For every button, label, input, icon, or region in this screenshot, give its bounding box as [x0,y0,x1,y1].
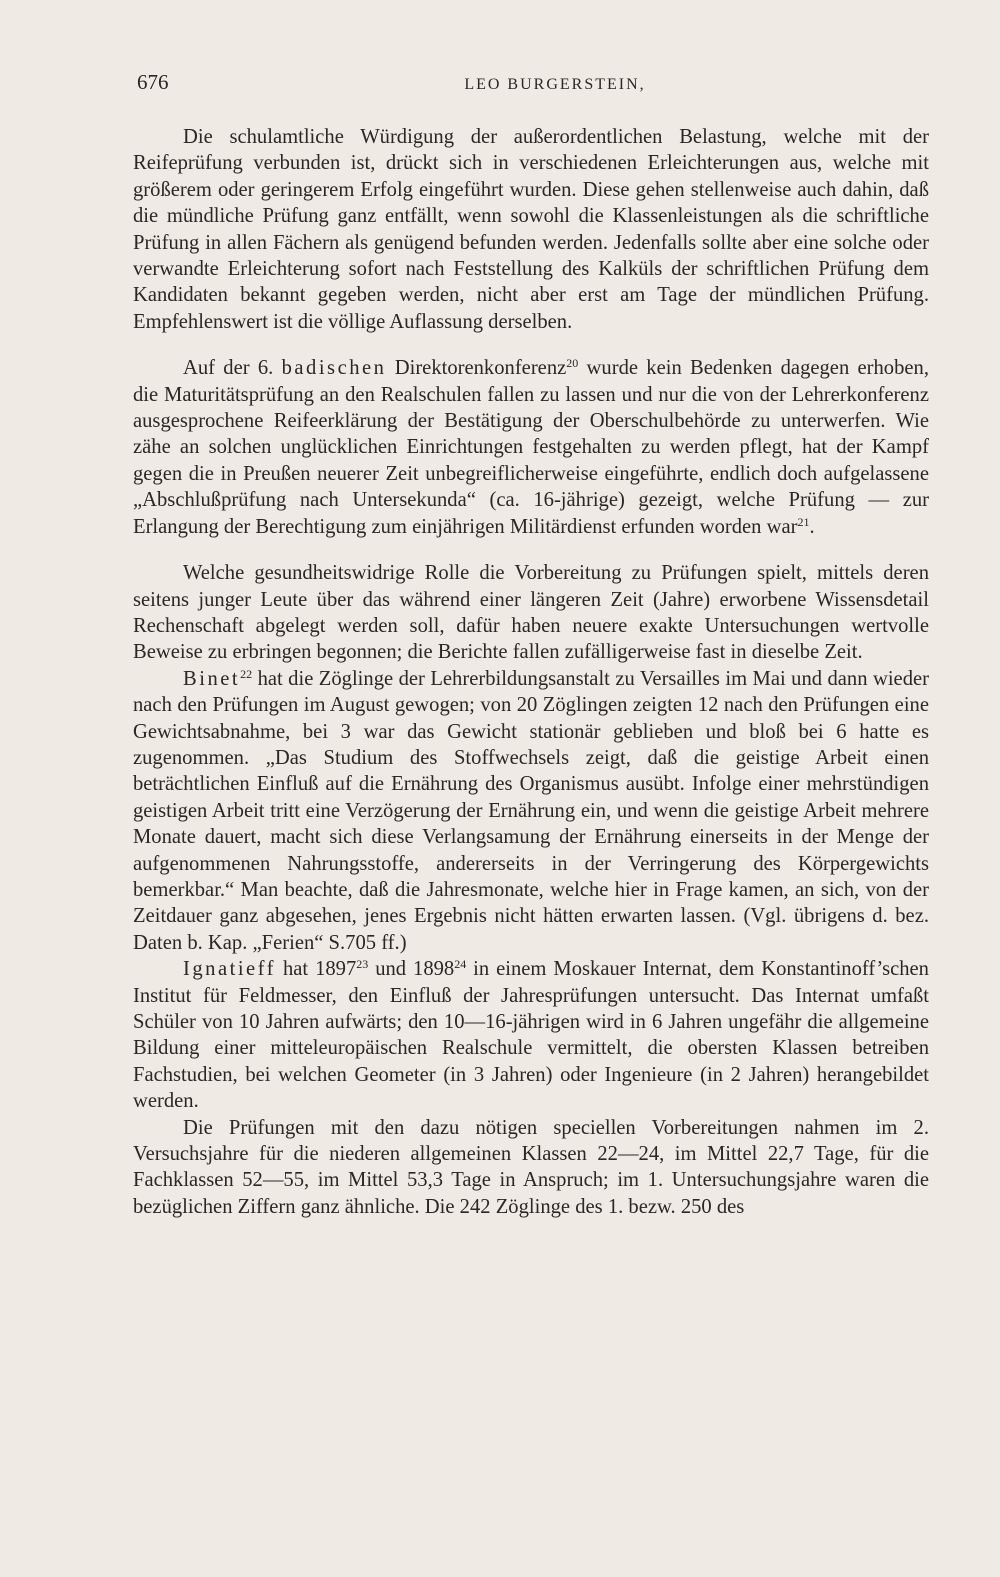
body-text [133,124,929,1220]
footnote-ref-24: 24 [454,957,467,972]
footnote-ref-23: 23 [356,957,369,972]
footnote-ref-21: 21 [797,514,810,529]
name-ignatieff: Ignatieff [183,958,277,981]
page-header [137,70,933,104]
paragraph-6: Die Prüfungen mit den dazu nötigen speciellen Vorbereitungen nahmen im 2. Versuchsjahre für die niederen allgemeinen Klassen 22—24, im Mittel 22,7 Tage, für die Fachklassen 52—55, im Mittel 53,3 Tage in Anspruch; im 1. Untersuchungsjahre waren die bezüglichen Ziffern ganz ähnliche. Die 242 Zöglinge des 1. bezw. 250 des [133,1116,929,1218]
footnote-ref-22: 22 [240,666,253,681]
name-binet: Binet [183,667,241,690]
emphasis-badischen: badischen [281,357,387,380]
page-number: 676 [137,70,169,94]
running-head: LEO BURGERSTEIN, [464,76,646,93]
paragraph-1: Die schulamtliche Würdigung der außerordentlichen Belastung, welche mit der Reifeprüfung verbunden ist, drückt sich in verschiedenen Erleichterungen aus, welche mit größerem oder geringerem Erfolg eingeführt wurden. Diese gehen stellenweise auch dahin, daß die mündliche Prüfung ganz entfällt, wenn sowohl die Klassenleistungen als die schriftliche Prüfung in allen Fächern als genügend befunden werden. Jedenfalls sollte aber eine solche oder verwandte Erleichterung sofort nach Feststellung des Kalküls der schriftlichen Prüfung dem Kandidaten bekannt gegeben werden, nicht aber erst am Tage der mündlichen Prüfung. Empfehlenswert ist die völlige Auflassung derselben. [133,126,929,333]
paragraph-2: Auf der 6. badischen Direktorenkonferenz$^{20}$ wurde kein Bedenken dagegen erhoben, die Maturitätsprüfung an den Realschulen fallen zu lassen und nur die von der Lehrerkonferenz ausgesprochene Reifeerklärung der Bestätigung der Oberschulbehörde zu unterwerfen. Wie zähe an solchen unglücklichen Einrichtungen festgehalten zu werden pflegt, hat der Kampf gegen die in Preußen neuerer Zeit unbegreiflicherweise eingeführte, endlich doch aufgelassene „Abschlußprüfung nach Untersekunda“ (ca. 16-jährige) gezeigt, welche Prüfung — zur Erlangung der Berechtigung zum einjährigen Militärdienst erfunden worden war$^{21}$. [133,356,929,538]
footnote-ref-20: 20 [566,356,579,371]
paragraph-3: Welche gesundheitswidrige Rolle die Vorbereitung zu Prüfungen spielt, mittels deren seitens junger Leute über das während einer längeren Zeit (Jahre) erworbene Wissensdetail Rechenschaft abgelegt werden soll, dafür haben neuere exakte Untersuchungen wertvolle Beweise zu erbringen begonnen; die Berichte fallen zufälligerweise fast in dieselbe Zeit. [133,562,929,664]
paragraph-5: Ignatieff hat 1897$^{23}$ und 1898$^{24}$ in einem Moskauer Internat, dem Konstantinoff’schen Institut für Feldmesser, den Einfluß der Jahresprüfungen untersucht. Das Internat umfaßt Schüler von 10 Jahren aufwärts; den 10—16-jährigen wird in 6 Jahren ungefähr die allgemeine Bildung einer mitteleuropäischen Realschule vermittelt, die obersten Klassen betreiben Fachstudien, bei welchen Geometer (in 3 Jahren) oder Ingenieure (in 2 Jahren) herangebildet werden. [133,957,929,1113]
paragraph-4: Binet$^{22}$ hat die Zöglinge der Lehrerbildungsanstalt zu Versailles im Mai und dann wieder nach den Prüfungen im August gewogen; von 20 Zöglingen zeigten 12 nach den Prüfungen eine Gewichtsabnahme, bei 3 war das Gewicht stationär geblieben und bloß bei 6 hatte es zugenommen. „Das Studium des Stoffwechsels zeigt, daß die geistige Arbeit einen beträchtlichen Einfluß auf die Ernährung des Organismus ausübt. Infolge einer mehrstündigen geistigen Arbeit tritt eine Verzögerung der Ernährung ein, und wenn die geistige Arbeit mehrere Monate dauert, macht sich diese Verlangsamung der Ernährung einerseits in der Menge der aufgenommenen Nahrungsstoffe, andererseits in der Verringerung des Körpergewichts bemerkbar.“ Man beachte, daß die Jahresmonate, welche hier in Frage kamen, an sich, von der Zeitdauer ganz abgesehen, jenes Ergebnis nicht hätten erwarten lassen. (Vgl. übrigens d. bez. Daten b. Kap. „Ferien“ S.705 ff.) [133,666,929,954]
